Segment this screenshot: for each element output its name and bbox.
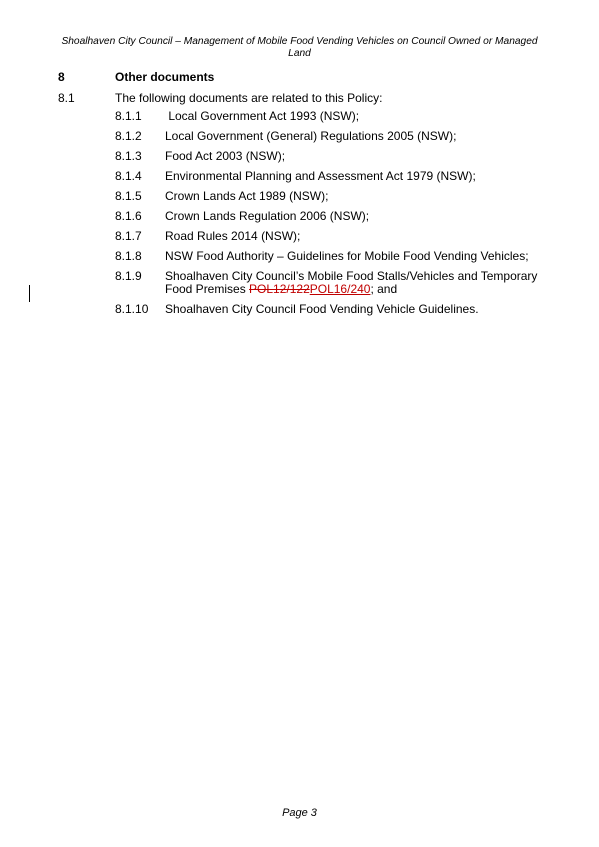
- list-item-text: Crown Lands Regulation 2006 (NSW);: [165, 209, 370, 223]
- list-item: [115, 270, 555, 296]
- list-item: [115, 130, 555, 143]
- list-item: [115, 230, 555, 243]
- list-item: [115, 150, 555, 163]
- header-line-1: Shoalhaven City Council – Management of Mobile Food Vending Vehicles on Council Owned or Managed: [61, 36, 538, 47]
- paragraph-text: The following documents are related to this Policy:: [115, 91, 383, 105]
- list-item-number: 8.1.6: [115, 209, 142, 223]
- document-list: [115, 110, 555, 323]
- list-item-number: 8.1.9: [115, 269, 142, 283]
- list-item-text: [165, 270, 555, 296]
- tracked-deletion: POL12/122: [249, 282, 310, 296]
- list-item-number: 8.1.5: [115, 189, 142, 203]
- list-item-text: Crown Lands Act 1989 (NSW);: [165, 189, 329, 203]
- list-item-text: Environmental Planning and Assessment Act 1979 (NSW);: [165, 169, 476, 183]
- list-item: [115, 210, 555, 223]
- list-item-text: Local Government (General) Regulations 2005 (NSW);: [165, 129, 457, 143]
- list-item-text: NSW Food Authority – Guidelines for Mobile Food Vending Vehicles;: [165, 249, 529, 263]
- track-change-bar: [29, 285, 30, 302]
- list-item-number: 8.1.1: [115, 109, 142, 123]
- section-number: 8: [58, 70, 65, 84]
- list-item: [115, 303, 555, 316]
- list-item-text-after: ; and: [370, 282, 398, 296]
- list-item-text: Food Act 2003 (NSW);: [165, 149, 286, 163]
- header-line-2: Land: [288, 48, 311, 59]
- list-item-text: Local Government Act 1993 (NSW);: [165, 109, 360, 123]
- paragraph-number: 8.1: [58, 91, 75, 105]
- list-item: [115, 170, 555, 183]
- list-item: [115, 190, 555, 203]
- list-item: [115, 250, 555, 263]
- list-item-number: 8.1.4: [115, 169, 142, 183]
- list-item-number: 8.1.8: [115, 249, 142, 263]
- list-item-number: 8.1.7: [115, 229, 142, 243]
- list-item-text-before: Shoalhaven City Council’s Mobile Food Stalls/Vehicles and Temporary Food Premises: [165, 269, 538, 296]
- list-item-number: 8.1.2: [115, 129, 142, 143]
- list-item-text: Shoalhaven City Council Food Vending Vehicle Guidelines.: [165, 302, 479, 316]
- page-footer: Page 3: [282, 807, 317, 819]
- section-title: Other documents: [115, 70, 215, 84]
- list-item-number: 8.1.3: [115, 149, 142, 163]
- tracked-insertion: POL16/240: [309, 282, 371, 296]
- page-header: [40, 36, 559, 60]
- list-item: [115, 110, 555, 123]
- list-item-number: 8.1.10: [115, 302, 149, 316]
- list-item-text: Road Rules 2014 (NSW);: [165, 229, 301, 243]
